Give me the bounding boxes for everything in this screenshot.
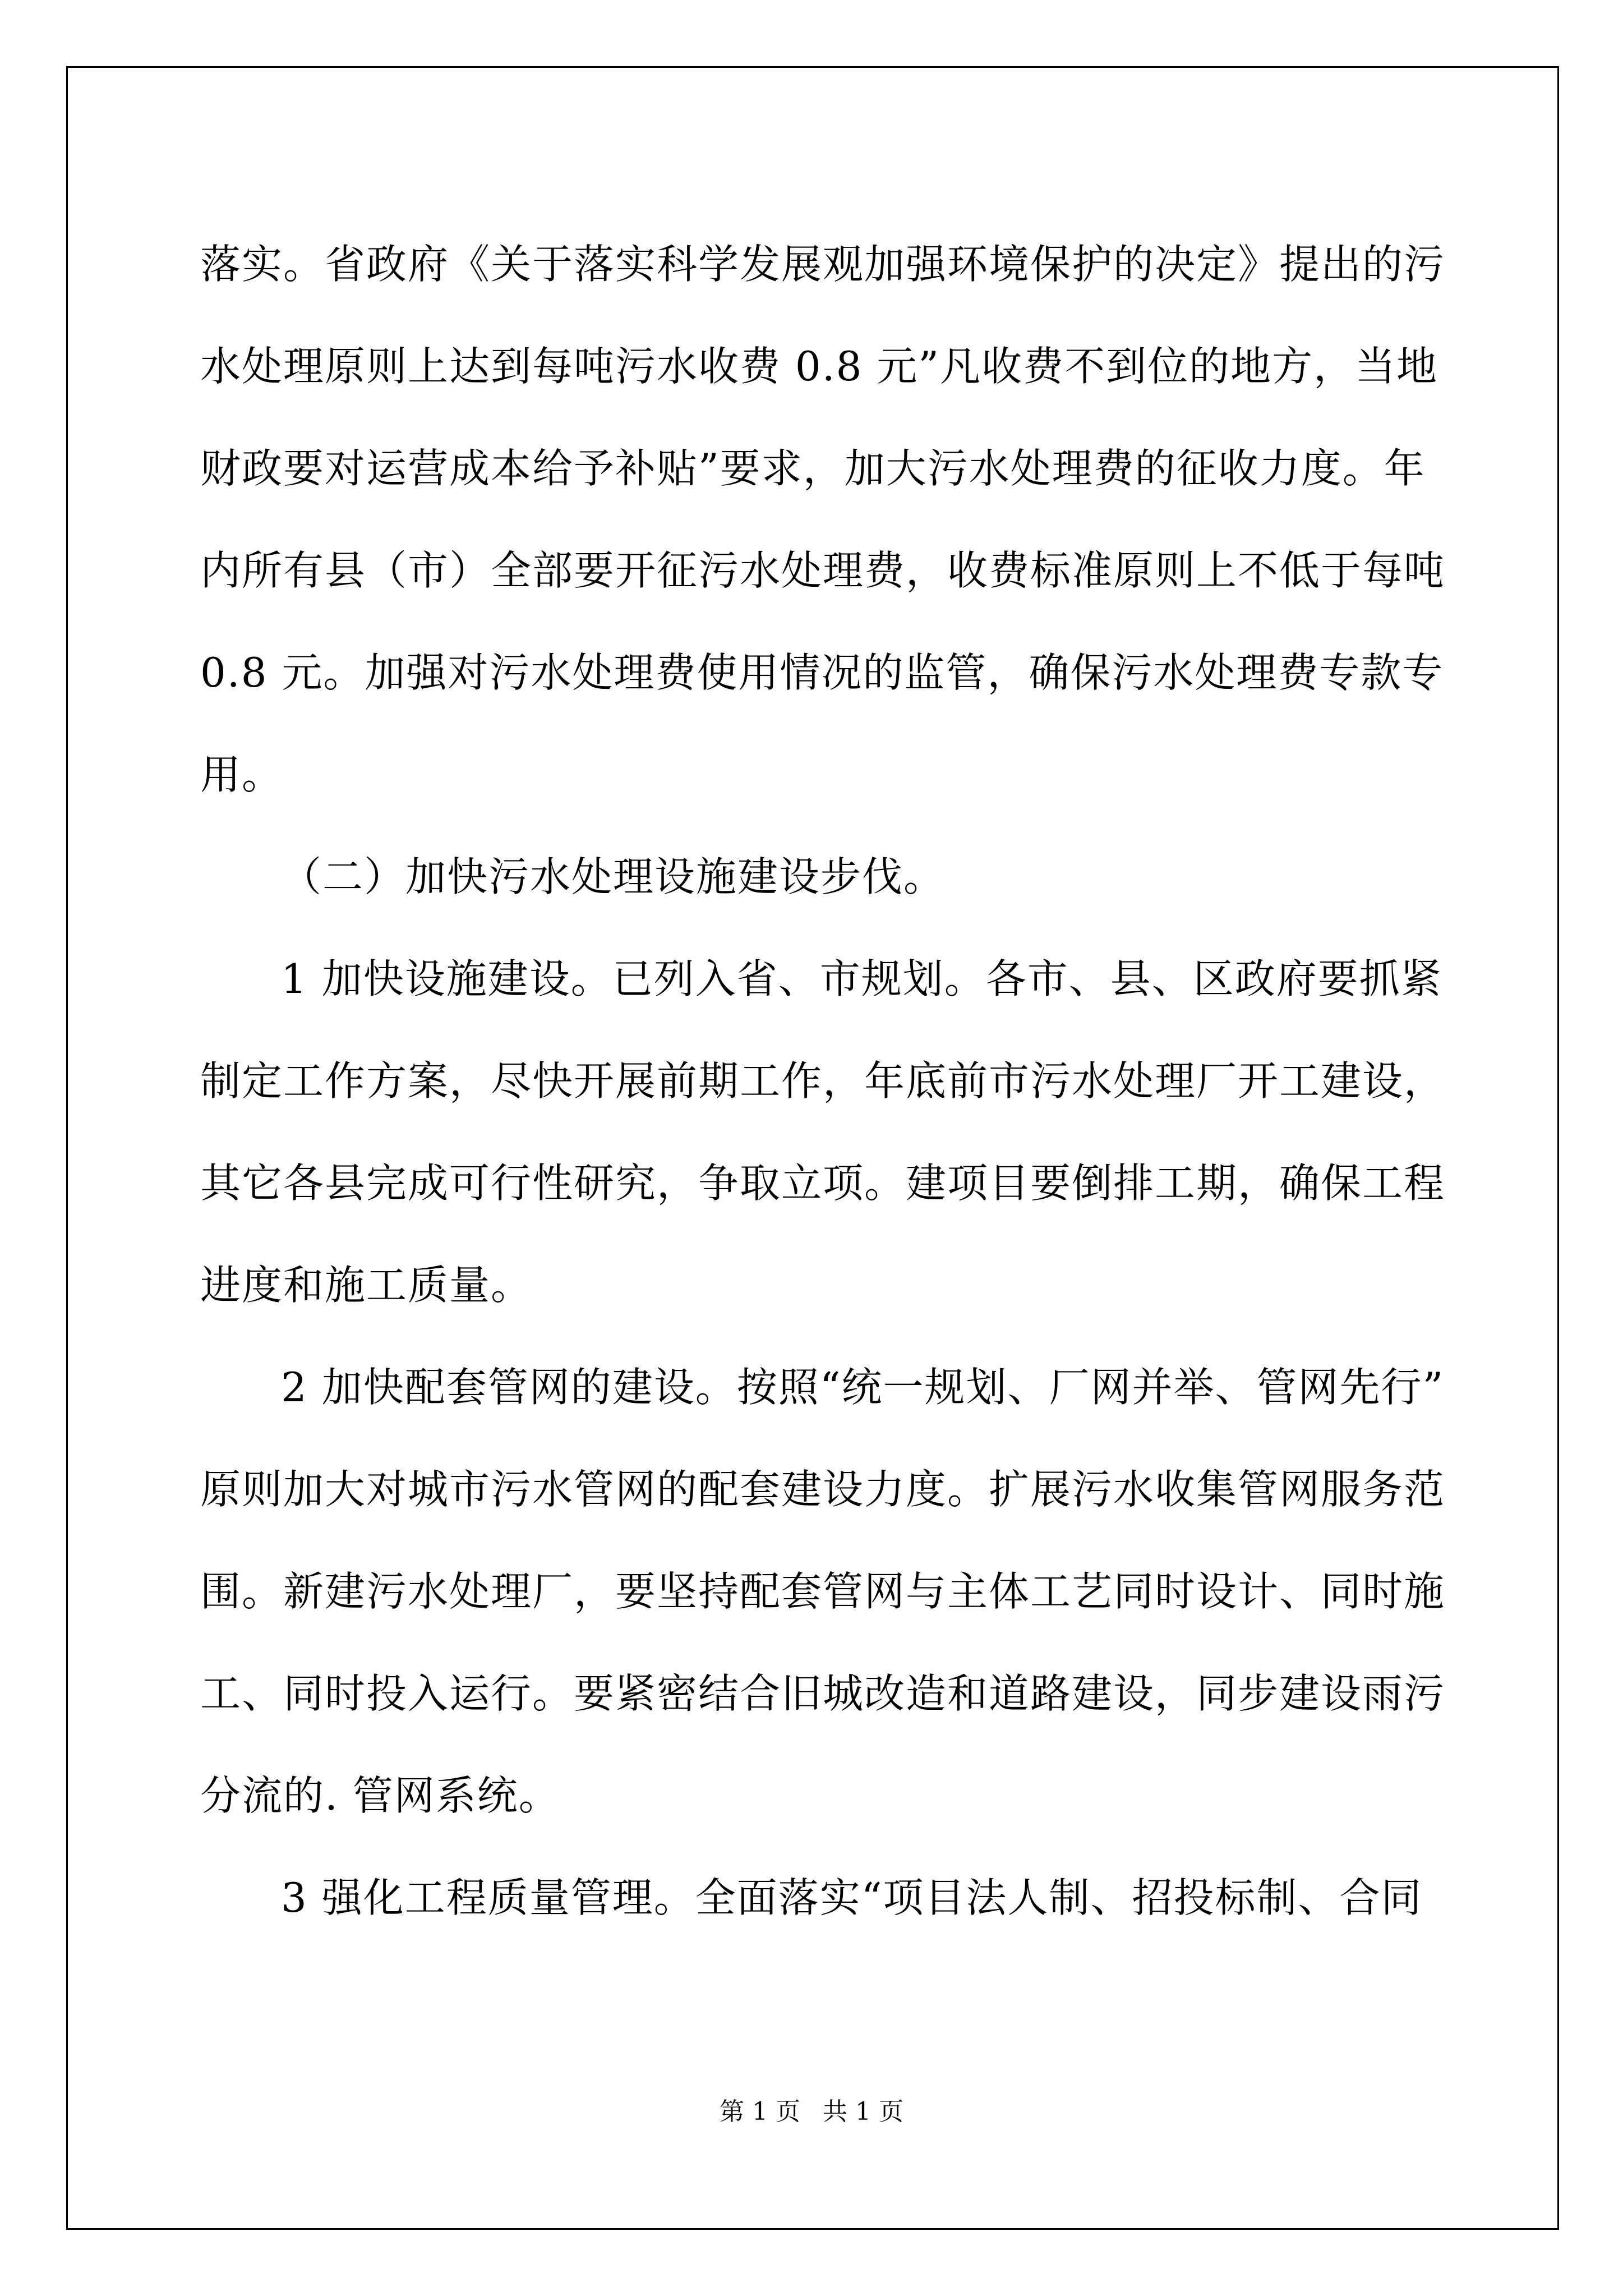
paragraph-line: 围。新建污水处理厂，要坚持配套管网与主体工艺同时设计、同时施 [200,1568,1446,1615]
paragraph-line: 1 加快设施建设。已列入省、市规划。各市、县、区政府要抓紧 [281,955,1442,1002]
paragraph-line: 其它各县完成可行性研究，争取立项。建项目要倒排工期，确保工程 [200,1159,1446,1207]
section-heading: （二）加快污水处理设施建设步伐。 [281,853,946,900]
paragraph-line: 0.8 元。加强对污水处理费使用情况的监管，确保污水处理费专款专 [200,649,1444,696]
paragraph-line: 用。 [200,751,284,798]
paragraph-line: 工、同时投入运行。要紧密结合旧城改造和道路建设，同步建设雨污 [200,1670,1446,1717]
paragraph-line: 原则加大对城市污水管网的配套建设力度。扩展污水收集管网服务范 [200,1466,1446,1513]
paragraph-line: 水处理原则上达到每吨污水收费 0.8 元”凡收费不到位的地方，当地 [200,343,1438,390]
paragraph-line: 财政要对运营成本给予补贴”要求，加大污水处理费的征收力度。年 [200,445,1426,492]
paragraph-line: 进度和施工质量。 [200,1262,533,1309]
page-footer [0,2095,1623,2129]
document-body [200,213,1446,1949]
paragraph-line: 内所有县（市）全部要开征污水处理费，收费标准原则上不低于每吨 [200,547,1446,594]
paragraph-line: 制定工作方案，尽快开展前期工作，年底前市污水处理厂开工建设， [200,1057,1446,1105]
page-number: 第 1 页 [720,2097,800,2126]
paragraph-line: 2 加快配套管网的建设。按照“统一规划、厂网并举、管网先行” [281,1364,1445,1411]
paragraph-line: 分流的. 管网系统。 [200,1772,560,1819]
page-total: 共 1 页 [823,2097,903,2126]
paragraph-line: 3 强化工程质量管理。全面落实“项目法人制、招投标制、合同 [281,1874,1423,1921]
paragraph-line: 落实。省政府《关于落实科学发展观加强环境保护的决定》提出的污 [200,241,1446,288]
